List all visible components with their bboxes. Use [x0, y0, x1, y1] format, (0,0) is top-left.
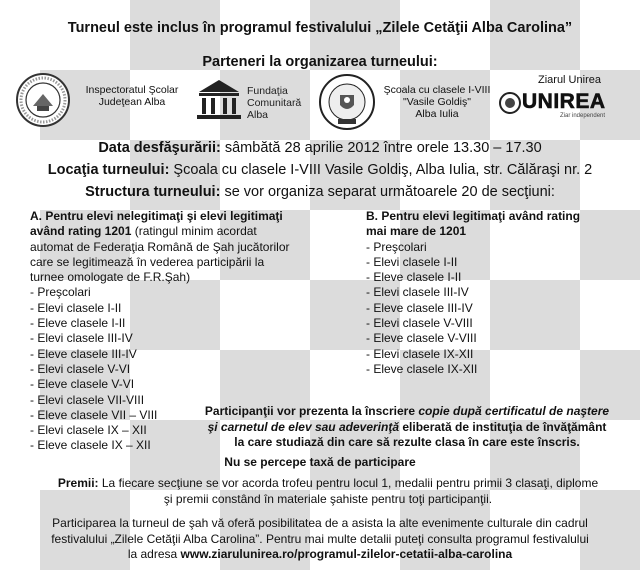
section-a-title: A. Pentru elevi nelegitimaţi şi elevi legitimaţi: [30, 209, 283, 223]
list-item: - Eleve clasele IX – XII: [30, 438, 151, 453]
list-item: - Eleve clasele V-VIII: [366, 331, 477, 346]
participants-text: la care studiază din care să rezulte clasa în care este înscris.: [234, 435, 580, 449]
section-a-title-rating: având rating 1201: [30, 224, 132, 239]
section-b-title-rating: mai mare de 1201: [366, 224, 467, 239]
prizes-text: şi premii constând în materiale şahiste pentru toţi participanţii.: [163, 491, 493, 506]
participants-note: [182, 404, 632, 451]
list-item: - Eleve clasele VII – VIII: [30, 407, 158, 422]
participants-doc: şi carnetul de elev sau adeverinţă: [207, 419, 400, 434]
list-item: - Elevi clasele I-II: [30, 300, 122, 315]
list-item: - Elevi clasele III-IV: [366, 285, 469, 300]
participants-text: eliberată de instituţia de învăţământ: [399, 419, 607, 434]
school-name-line2: "Vasile Goldiş": [403, 96, 471, 108]
list-item: - Preşcolari: [366, 239, 427, 254]
partners-title: Parteneri la organizarea turneului:: [202, 54, 438, 70]
participants-doc: copie după certificatul de naştere: [418, 404, 610, 418]
location-value: Şcoala cu clasele I-VIII Vasile Goldiş, Alba Iulia, str. Călăraşi nr. 2: [169, 162, 593, 178]
event-date: [0, 140, 640, 156]
date-label: Data desfăşurării:: [98, 140, 221, 156]
list-item: - Elevi clasele I-II: [366, 254, 458, 269]
closing-text: festivalului „Zilele Cetăţii Alba Carolina”. Pentru mai multe detalii puteţi consulta programul festivalului: [51, 531, 589, 546]
isj-name-line2: Judeţean Alba: [98, 96, 166, 108]
closing-paragraph: [20, 516, 620, 563]
unirea-logo-text: UNIREA: [522, 90, 606, 113]
location-label: Locaţia turneului:: [47, 162, 170, 178]
fee-note: Nu se percepe taxă de participare: [224, 455, 416, 469]
isj-seal-logo: [15, 72, 71, 128]
list-item: - Eleve clasele V-VI: [30, 377, 135, 392]
list-item: - Elevi clasele III-IV: [30, 331, 133, 346]
date-value: sâmbătă 28 aprilie 2012 între orele 13.30 – 17.30: [220, 140, 542, 156]
section-a-note: turnee omologate de F.R.Şah): [30, 270, 191, 285]
fundatia-name-line3: Alba: [247, 109, 269, 121]
school-name-line1: Şcoala cu clasele I-VIII: [383, 84, 491, 96]
section-a-note: (ratingul minim acordat: [131, 224, 257, 239]
list-item: - Preşcolari: [30, 285, 91, 300]
school-name-line3: Alba Iulia: [415, 108, 459, 120]
section-b-title: B. Pentru elevi legitimaţi având rating: [366, 209, 581, 223]
isj-name-line1: Inspectoratul Şcolar: [85, 84, 179, 96]
list-item: - Eleve clasele I-II: [30, 316, 126, 331]
list-item: - Eleve clasele IX-XII: [366, 361, 478, 376]
list-item: - Eleve clasele I-II: [366, 270, 462, 285]
fundatia-name-line2: Comunitară: [247, 97, 302, 109]
list-item: - Elevi clasele VII-VIII: [30, 392, 145, 407]
list-item: - Elevi clasele V-VI: [30, 361, 131, 376]
fundatia-building-logo: [195, 78, 243, 122]
list-item: - Elevi clasele V-VIII: [366, 316, 473, 331]
prizes-label: Premii:: [57, 476, 99, 490]
fundatia-name-line1: Fundaţia: [247, 85, 288, 97]
tournament-structure: [0, 184, 640, 200]
section-a-note: care se legitimează în vederea participării la: [30, 254, 265, 269]
structure-value: se vor organiza separat următoarele 20 de secţiuni:: [220, 184, 555, 200]
event-location: [0, 162, 640, 178]
closing-text: Participarea la turneul de şah vă oferă posibilitatea de a asista la alte evenimente culturale din cadrul: [52, 516, 588, 530]
section-a-note: automat de Federaţia Română de Şah jucătorilor: [30, 239, 290, 254]
ziar-emblem-icon: [499, 92, 521, 114]
festival-intro: Turneul este inclus în programul festivalului „Zilele Cetăţii Alba Carolina”: [67, 20, 573, 36]
structure-label: Structura turneului:: [85, 184, 221, 200]
list-item: - Eleve clasele III-IV: [30, 346, 137, 361]
list-item: - Elevi clasele IX – XII: [30, 423, 147, 438]
prizes-text: La fiecare secţiune se vor acorda trofeu pentru locul 1, medalii pentru primii 3 clasaţi, diplome: [98, 476, 599, 490]
list-item: - Elevi clasele IX-XII: [366, 346, 474, 361]
ziar-name: Ziarul Unirea: [538, 74, 601, 86]
closing-text: la adresa: [127, 547, 181, 561]
prizes: [28, 476, 628, 507]
school-seal-logo: [318, 73, 376, 131]
program-link[interactable]: www.ziarulunirea.ro/programul-zilelor-cetatii-alba-carolina: [180, 547, 513, 561]
list-item: - Eleve clasele III-IV: [366, 300, 473, 315]
section-b: [366, 209, 580, 377]
ziar-tagline: Ziar independent: [560, 113, 606, 119]
participants-text: Participanţii vor prezenta la înscriere: [204, 404, 419, 418]
